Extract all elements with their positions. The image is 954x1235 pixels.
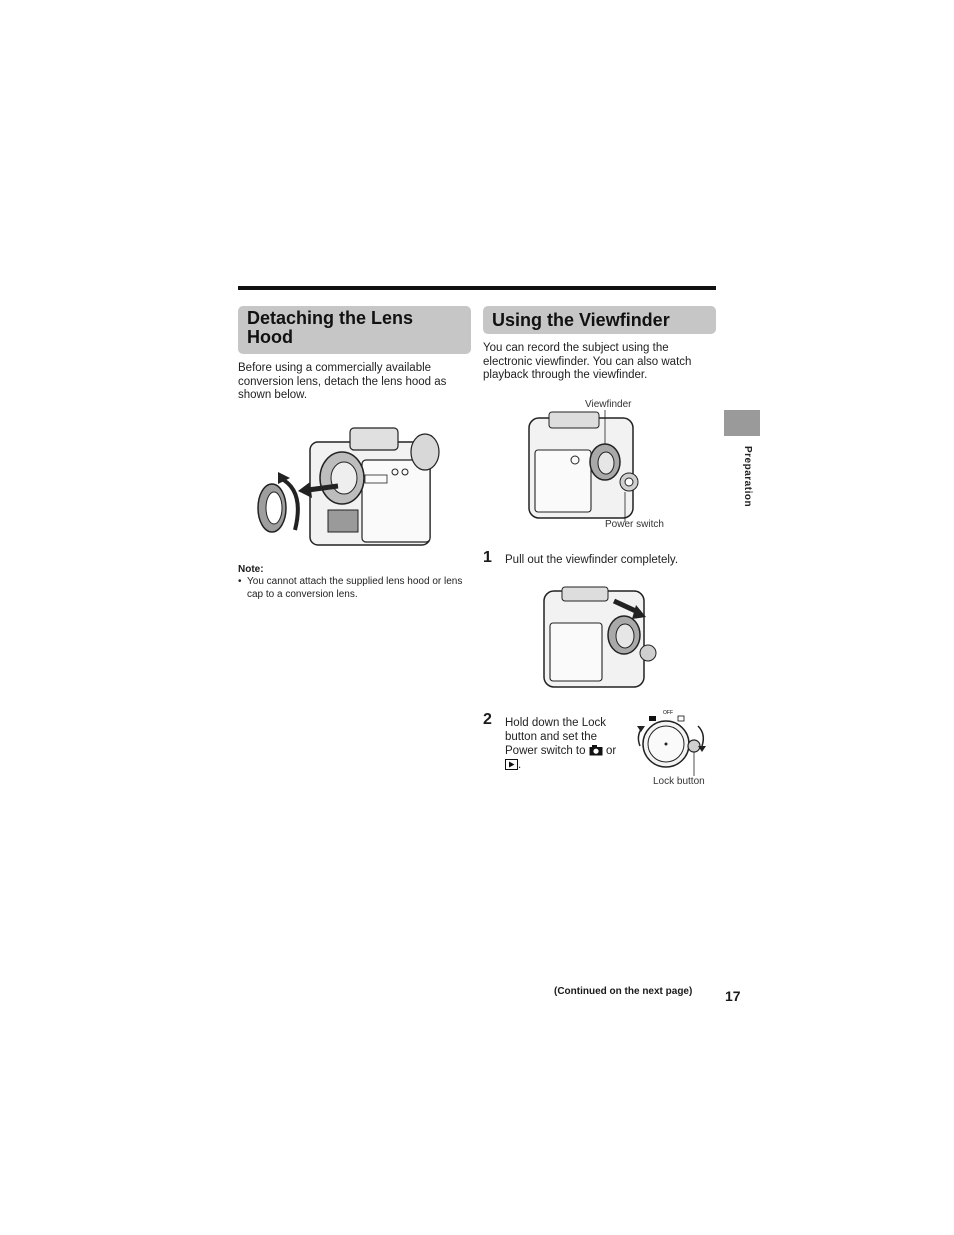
step-2-instruction: Hold down the Lock button and set the Power switch to [505,717,607,757]
section-tab [724,410,760,436]
dial-camera-mark-icon [649,716,656,721]
camera-icon [589,745,603,756]
step-2-or: or [605,745,617,757]
note-label: Note: [238,564,264,575]
dial-off-label: OFF [663,710,673,716]
dial-play-mark-icon [678,716,684,721]
step-2-period: . [518,759,522,771]
camcorder-lens-hood-illustration [250,420,450,550]
step-2-number: 2 [483,711,492,728]
viewfinder-heading: Using the Viewfinder [483,306,716,334]
camcorder-pull-viewfinder-illustration [540,585,665,693]
continued-note: (Continued on the next page) [554,986,693,997]
note-item [238,576,466,601]
viewfinder-paragraph: You can record the subject using the electronic viewfinder. You can also watch playback through the viewfinder. [483,342,692,382]
step-1-text: Pull out the viewfinder completely. [505,554,679,566]
section-tab-label: Preparation [742,446,753,508]
top-rule [238,286,716,290]
note-bullet: • [238,576,242,587]
playback-icon [505,759,518,770]
lens-hood-paragraph: Before using a commercially available conversion lens, detach the lens hood as shown below. [238,362,447,402]
power-dial-illustration [636,708,716,776]
page-number: 17 [725,988,741,1004]
note-text: You cannot attach the supplied lens hood or lens cap to a conversion lens. [247,576,463,600]
step-1-number: 1 [483,549,492,566]
viewfinder-caption: Viewfinder [585,399,632,410]
step-2-text [505,716,631,772]
camcorder-viewfinder-illustration [525,410,655,525]
lens-hood-heading: Detaching the Lens Hood [238,306,471,354]
lock-button-caption: Lock button [653,776,705,787]
power-switch-caption: Power switch [605,519,664,530]
